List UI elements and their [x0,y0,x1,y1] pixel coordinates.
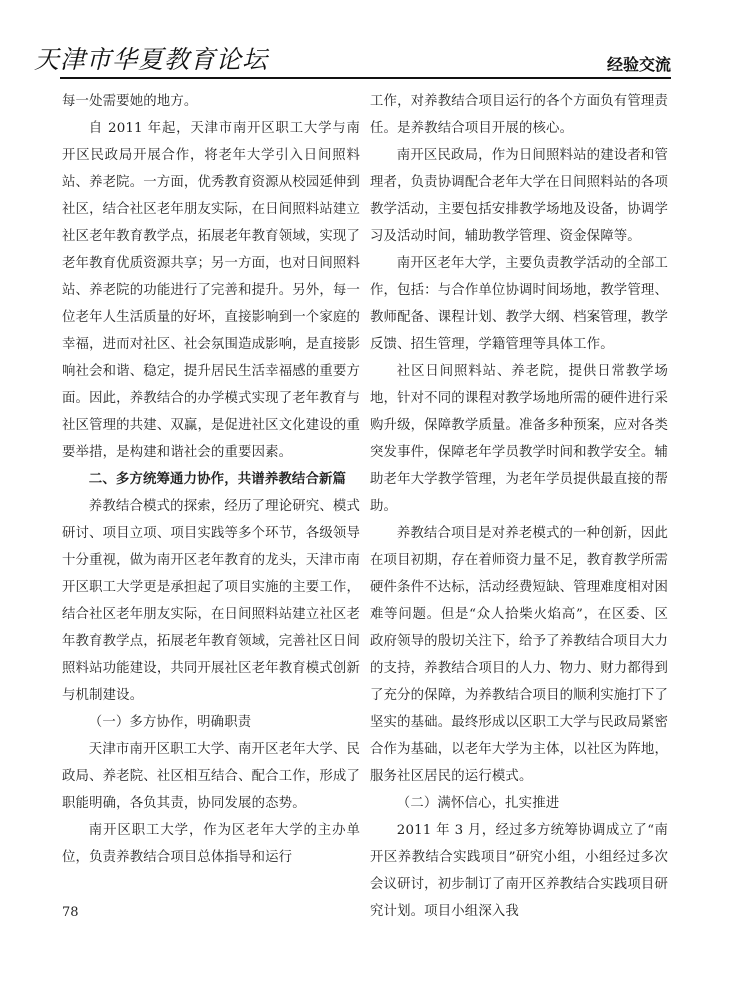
paragraph: 养教结合项目是对养老模式的一种创新，因此在项目初期，存在着师资力量不足，教育教学所需硬件条件不达标，活动经费短缺、管理难度相对困难等问题。但是“众人拾柴火焰高”，在区委、区政府领导的殷切关注下，给予了养教结合项目大力的支持，养教结合项目的人力、物力、财力都得到了充分的保障，为养教结合项目的顺利实施打下了坚实的基础。最终形成以区职工大学与民政局紧密合作为基础，以老年大学为主体，以社区为阵地，服务社区居民的运行模式。 [370,526,668,784]
journal-logo: 天津市华夏教育论坛 [34,45,269,74]
paragraph: 南开区老年大学，主要负责教学活动的全部工作，包括：与合作单位协调时间场地，教学管理、教师配备、课程计划、教学大纲、档案管理，教学反馈、招生管理，学籍管理等具体工作。 [370,256,668,352]
paragraph: 养教结合模式的探索，经历了理论研究、模式研讨、项目立项、项目实践等多个环节，各级领导十分重视，做为南开区老年教育的龙头，天津市南开区职工大学更是承担起了项目实施的主要工作，结合社区老年朋友实际，在日间照料站建立社区老年教育教学点，拓展老年教育领域，完善社区日间照料站功能建设，共同开展社区老年教育模式创新与机制建设。 [62,499,360,703]
paragraph: 自 2011 年起，天津市南开区职工大学与南开区民政局开展合作，将老年大学引入日间照料站、养老院。一方面，优秀教育资源从校园延伸到社区，结合社区老年朋友实际，在日间照料站建立社区老年教育教学点，拓展老年教育领域，实现了老年教育优质资源共享；另一方面，也对日间照料站、养老院的功能进行了完善和提升。另外，每一位老年人生活质量的好坏，直接影响到一个家庭的幸福，进而对社区、社会氛围造成影响，是直接影响社会和谐、稳定，提升居民生活幸福感的重要方面。因此，养教结合的办学模式实现了老年教育与社区管理的共建、双赢，是促进社区文化建设的重要举措，是构建和谐社会的重要因素。 [62,121,360,460]
section-heading: 二、多方统筹通力协作，共谱养教结合新篇 [88,472,347,487]
paragraph: 天津市南开区职工大学、南开区老年大学、民政局、养老院、社区相互结合、配合工作，形成了职能明确，各负其责，协同发展的态势。 [62,742,360,811]
paragraph: 南开区职工大学，作为区老年大学的主办单位，负责养教结合项目总体指导和运行 [62,823,360,865]
paragraph: 南开区民政局，作为日间照料站的建设者和管理者，负责协调配合老年大学在日间照料站的各项教学活动，主要包括安排教学场地及设备，协调学习及活动时间，辅助教学管理、资金保障等。 [370,148,668,244]
paragraph: 社区日间照料站、养老院，提供日常教学场地，针对不同的课程对教学场地所需的硬件进行采购升级，保障教学质量。准备多种预案，应对各类突发事件，保障老年学员教学时间和教学安全。辅助老年大学教学管理，为老年学员提供最直接的帮助。 [370,364,668,514]
subsection-heading: （一）多方协作，明确职责 [88,715,252,730]
left-column [62,88,360,871]
section-label: 经验交流 [606,55,671,74]
paragraph-continued: 每一处需要她的地方。 [62,94,198,109]
subsection-heading: （二）满怀信心，扎实推进 [396,796,560,811]
right-column [370,88,668,925]
page-number: 78 [62,905,79,920]
paragraph-continued: 工作，对养教结合项目运行的各个方面负有管理责任。是养教结合项目开展的核心。 [370,94,668,136]
paragraph: 2011 年 3 月，经过多方统筹协调成立了“南开区养教结合实践项目”研究小组，小组经过多次会议研讨，初步制订了南开区养教结合实践项目研究计划。项目小组深入我 [370,823,668,919]
header-divider [60,77,671,79]
